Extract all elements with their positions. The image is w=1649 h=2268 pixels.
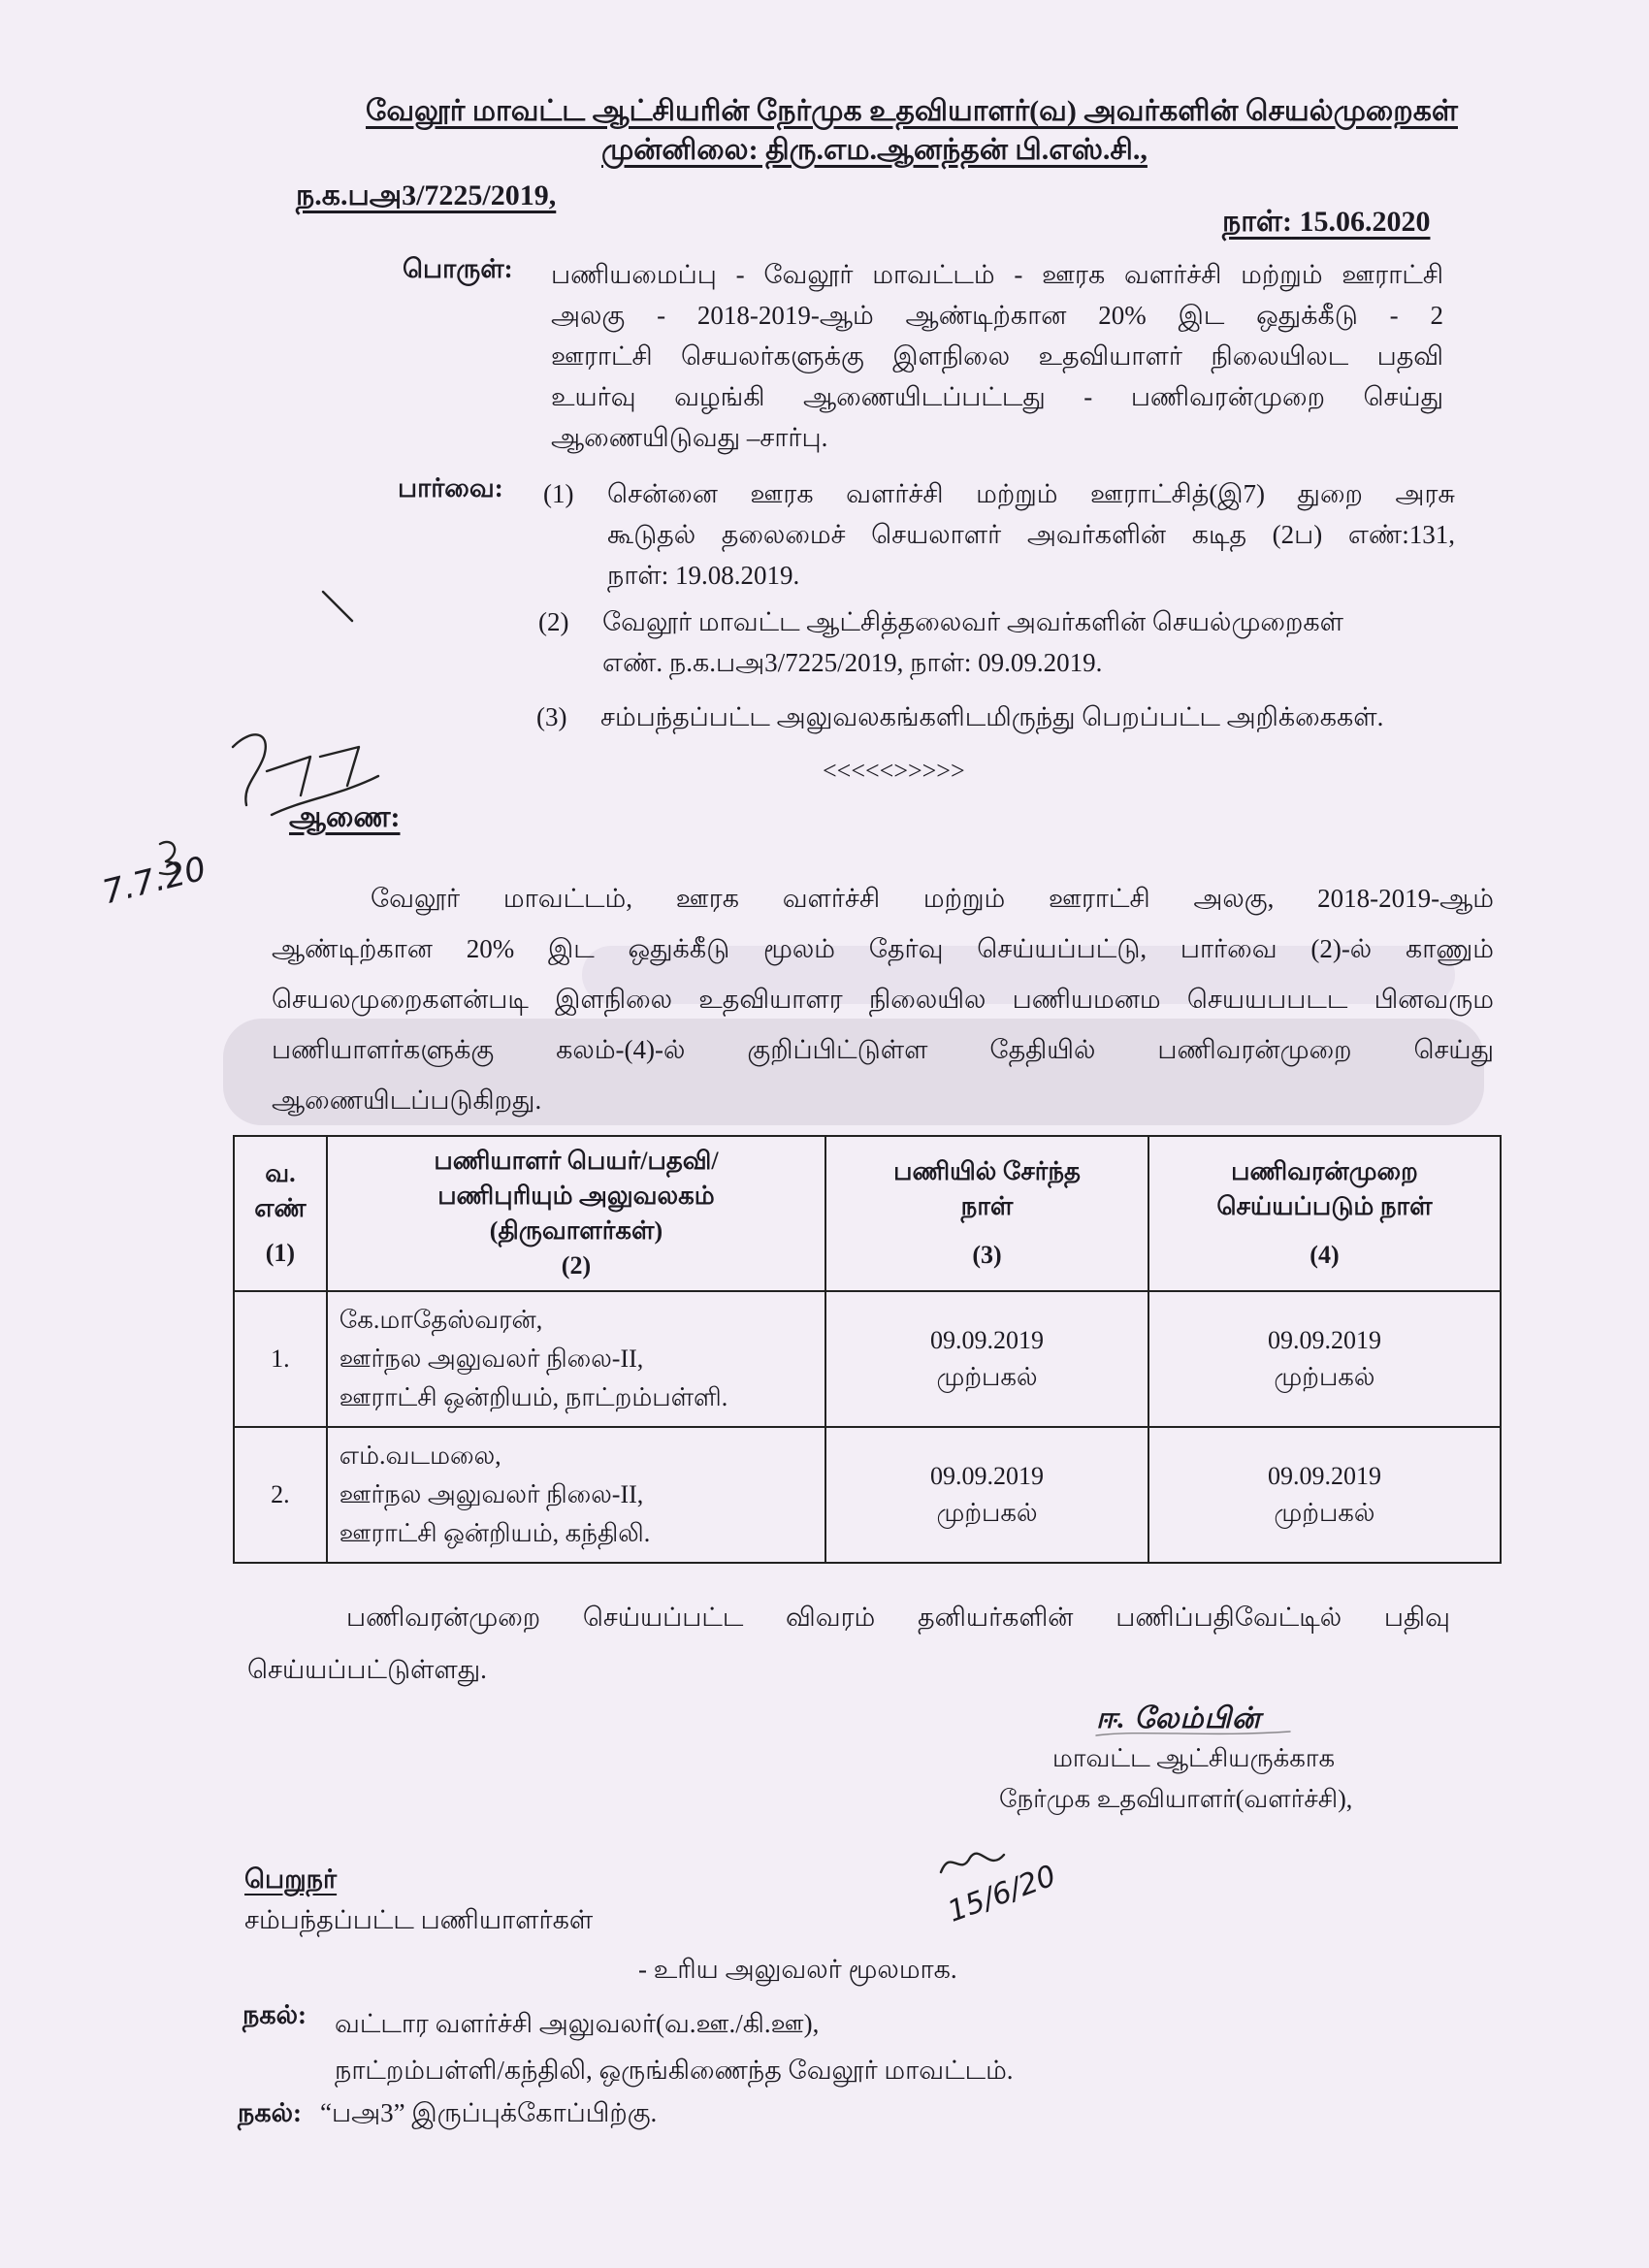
subject-line: அலகு - 2018-2019-ஆம் ஆண்டிற்கான 20% இட ஒதுக்கீடு - 2 bbox=[551, 301, 1443, 330]
reference-number-label: (2) bbox=[538, 607, 569, 636]
handwritten-note-bottom: 15/6/20 bbox=[943, 1859, 1061, 1929]
reference-line: சென்னை ஊரக வளர்ச்சி மற்றும் ஊராட்சித்(இ7) துறை அரசு bbox=[607, 479, 1455, 508]
header-regularization-date: பணிவரன்முறை செய்யப்படும் நாள் (4) bbox=[1148, 1136, 1501, 1291]
section-separator: <<<<<>>>>> bbox=[823, 757, 965, 785]
recipients-channel: - உரிய அலுவலர் மூலமாக. bbox=[638, 1955, 957, 1984]
reference-line: வேலூர் மாவட்ட ஆட்சித்தலைவர் அவர்களின் செயல்முறைகள் bbox=[602, 607, 1343, 636]
reference-number-label: (1) bbox=[543, 479, 574, 508]
subject-line: உயர்வு வழங்கி ஆணையிடப்பட்டது - பணிவரன்முறை செய்து bbox=[551, 382, 1443, 411]
references-label: பார்வை: bbox=[398, 473, 503, 502]
recipients-label: பெறுநர் bbox=[244, 1864, 338, 1894]
document-title: வேலூர் மாவட்ட ஆட்சியரின் நேர்முக உதவியாளர்(வ) அவர்களின் செயல்முறைகள் bbox=[366, 95, 1458, 127]
reference-item-2 bbox=[538, 601, 1402, 683]
copy-recipient bbox=[335, 2000, 1014, 2093]
subject-body bbox=[551, 254, 1443, 458]
order-label: ஆணை: bbox=[289, 801, 401, 833]
order-line: செயலமுறைகளன்படி இளநிலை உதவியாளர நிலையில பணியமனம செயயபபடட பினவரும bbox=[272, 985, 1494, 1014]
handwritten-stroke bbox=[323, 592, 352, 621]
date-label: நாள்: bbox=[1222, 206, 1292, 238]
order-line: ஆணையிடப்படுகிறது. bbox=[272, 1085, 542, 1115]
signature-scribble bbox=[1091, 1702, 1295, 1741]
reference-line: நாள்: 19.08.2019. bbox=[607, 561, 800, 590]
copy-label: நகல்: bbox=[238, 2098, 302, 2127]
header-employee-details: பணியாளர் பெயர்/பதவி/ பணிபுரியும் அலுவலகம் (திருவாளர்கள்) (2) bbox=[327, 1136, 825, 1291]
row-joining-date: 09.09.2019 முற்பகல் bbox=[825, 1291, 1148, 1427]
row-regularization-date: 09.09.2019 முற்பகல் bbox=[1148, 1427, 1501, 1563]
reference-number-label: (3) bbox=[536, 702, 567, 731]
header-joining-date: பணியில் சேர்ந்த நாள் (3) bbox=[825, 1136, 1148, 1291]
subject-line: பணியமைப்பு - வேலூர் மாவட்டம் - ஊரக வளர்ச்சி மற்றும் ஊராட்சி bbox=[551, 260, 1443, 289]
reference-line: எண். ந.க.பஅ3/7225/2019, நாள்: 09.09.2019. bbox=[602, 648, 1103, 677]
date-value: 15.06.2020 bbox=[1299, 206, 1431, 238]
row-employee: எம்.வடமலை, ஊர்நல அலுவலர் நிலை-II, ஊராட்சி ஒன்றியம், கந்திலி. bbox=[327, 1427, 825, 1563]
handwritten-tick bbox=[315, 582, 364, 631]
presiding-officer: முன்னிலை: திரு.எம.ஆனந்தன் பி.எஸ்.சி., bbox=[601, 134, 1148, 166]
signed-name: ஈ. லேம்பின் bbox=[1096, 1702, 1261, 1734]
recipients-line: சம்பந்தப்பட்ட பணியாளர்கள் bbox=[244, 1905, 594, 1934]
reference-item-1 bbox=[543, 473, 1455, 596]
order-line: ஆண்டிற்கான 20% இட ஒதுக்கீடு மூலம் தேர்வு செய்யப்பட்டு, பார்வை (2)-ல் காணும் bbox=[272, 934, 1494, 963]
reference-item-3 bbox=[536, 697, 1458, 737]
row-joining-date: 09.09.2019 முற்பகல் bbox=[825, 1427, 1148, 1563]
handwritten-stroke bbox=[941, 1854, 1004, 1872]
handwritten-note-left: 7.7.20 bbox=[98, 849, 210, 913]
closing-paragraph bbox=[247, 1591, 1450, 1696]
handwritten-stroke bbox=[1096, 1732, 1290, 1735]
copy-line: நாட்றம்பள்ளி/கந்திலி, ஒருங்கிணைந்த வேலூர் மாவட்டம். bbox=[335, 2056, 1014, 2085]
reference-line: சம்பந்தப்பட்ட அலுவலகங்களிடமிருந்து பெறப்பட்ட அறிக்கைகள். bbox=[600, 702, 1384, 731]
row-serial: 2. bbox=[234, 1427, 327, 1563]
header-serial-number: வ. எண் (1) bbox=[234, 1136, 327, 1291]
signatory-designation: மாவட்ட ஆட்சியருக்காக bbox=[1052, 1744, 1336, 1772]
subject-line: ஊராட்சி செயலர்களுக்கு இளநிலை உதவியாளர் நிலையிலட பதவி bbox=[551, 341, 1443, 371]
table-header-row bbox=[234, 1136, 1501, 1291]
staff-table bbox=[233, 1135, 1502, 1564]
order-line: பணியாளர்களுக்கு கலம்-(4)-ல் குறிப்பிட்டுள்ள தேதியில் பணிவரன்முறை செய்து bbox=[272, 1035, 1494, 1064]
table-row bbox=[234, 1427, 1501, 1563]
subject-label: பொருள்: bbox=[403, 254, 513, 283]
row-regularization-date: 09.09.2019 முற்பகல் bbox=[1148, 1291, 1501, 1427]
signatory-title: நேர்முக உதவியாளர்(வளர்ச்சி), bbox=[999, 1785, 1353, 1813]
copy-recipient: “பஅ3” இருப்புக்கோப்பிற்கு. bbox=[320, 2098, 658, 2127]
closing-line: பணிவரன்முறை செய்யப்பட்ட விவரம் தனியர்களின் பணிப்பதிவேட்டில் பதிவு bbox=[346, 1603, 1450, 1632]
closing-line: செய்யப்பட்டுள்ளது. bbox=[247, 1655, 487, 1684]
copy-label: நகல்: bbox=[242, 2000, 307, 2029]
reference-line: கூடுதல் தலைமைச் செயலாளர் அவர்களின் கடித (2ப) எண்:131, bbox=[607, 520, 1455, 549]
order-body bbox=[272, 873, 1494, 1125]
subject-line: ஆணையிடுவது –சார்பு. bbox=[551, 423, 828, 452]
reference-number: ந.க.பஅ3/7225/2019, bbox=[296, 179, 557, 211]
order-line: வேலூர் மாவட்டம், ஊரக வளர்ச்சி மற்றும் ஊராட்சி அலகு, 2018-2019-ஆம் bbox=[371, 884, 1494, 913]
row-serial: 1. bbox=[234, 1291, 327, 1427]
table-row bbox=[234, 1291, 1501, 1427]
row-employee: கே.மாதேஸ்வரன், ஊர்நல அலுவலர் நிலை-II, ஊராட்சி ஒன்றியம், நாட்றம்பள்ளி. bbox=[327, 1291, 825, 1427]
document-date bbox=[1222, 206, 1430, 243]
copy-line: வட்டார வளர்ச்சி அலுவலர்(வ.ஊ./கி.ஊ), bbox=[335, 2009, 820, 2038]
